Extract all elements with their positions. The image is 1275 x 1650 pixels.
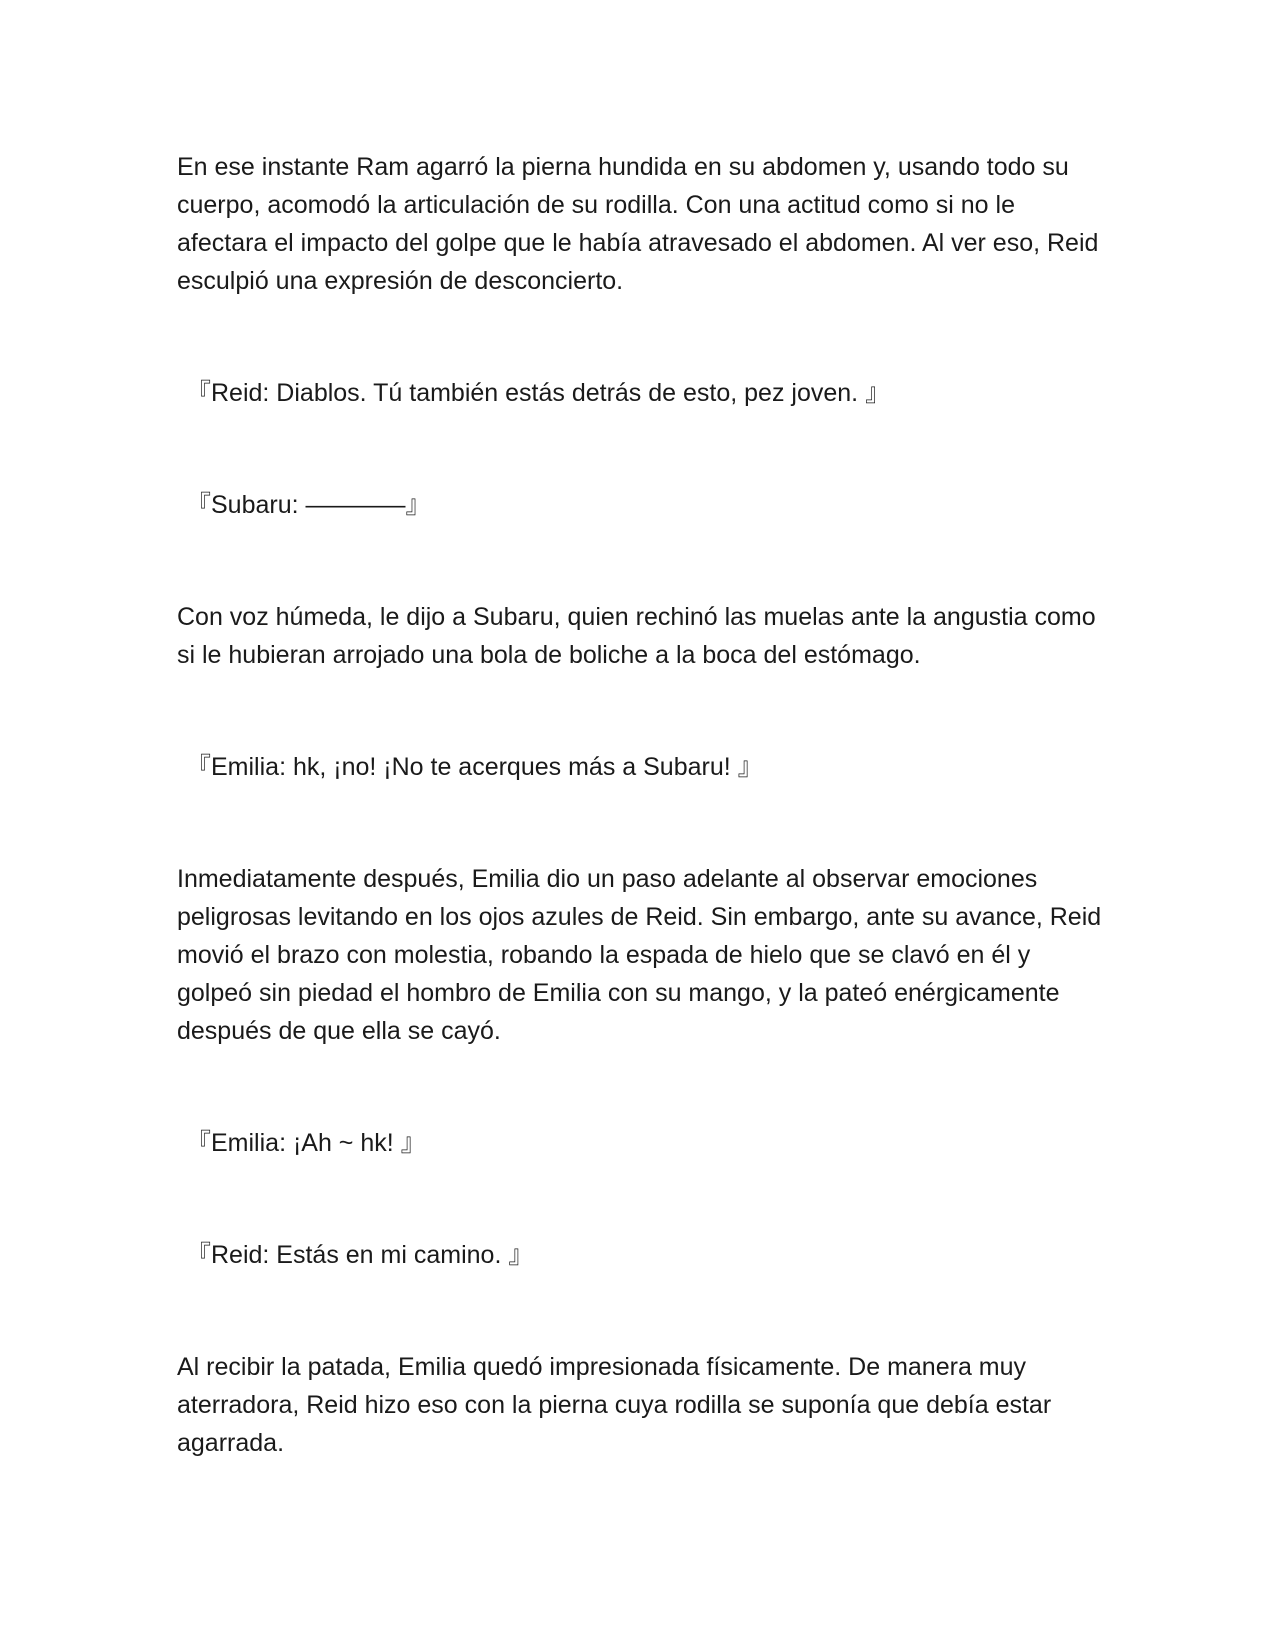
spacer [177,1274,1107,1348]
dialogue-line: 『Emilia: ¡Ah ~ hk! 』 [186,1129,426,1157]
paragraph: Inmediatamente después, Emilia dio un paso adelante al observar emociones peligrosas levitando en los ojos azules de Reid. Sin embargo, ante su avance, Reid movió el brazo con molestia, robando la espada de hielo que se clavó en él y golpeó sin piedad el hombro de Emilia con su mango, y la pateó enérgicamente después de que ella se cayó. [177,865,1102,1045]
spacer [177,674,1107,748]
paragraph: Con voz húmeda, le dijo a Subaru, quien rechinó las muelas ante la angustia como si le hubieran arrojado una bola de boliche a la boca del estómago. [177,603,1096,669]
document-body [177,148,1107,1462]
spacer [177,786,1107,860]
dialogue-line: 『Reid: Estás en mi camino. 』 [186,1241,534,1269]
dialogue-line: 『Subaru: ————』 [186,491,431,519]
spacer [177,300,1107,374]
spacer [177,524,1107,598]
dialogue-line: 『Emilia: hk, ¡no! ¡No te acerques más a Subaru! 』 [186,753,763,781]
paragraph: Al recibir la patada, Emilia quedó impresionada físicamente. De manera muy aterradora, Reid hizo eso con la pierna cuya rodilla se suponía que debía estar agarrada. [177,1353,1052,1457]
spacer [177,412,1107,486]
paragraph: En ese instante Ram agarró la pierna hundida en su abdomen y, usando todo su cuerpo, acomodó la articulación de su rodilla. Con una actitud como si no le afectara el impacto del golpe que le había atravesado el abdomen. Al ver eso, Reid esculpió una expresión de desconcierto. [177,153,1099,295]
dialogue-line: 『Reid: Diablos. Tú también estás detrás de esto, pez joven. 』 [186,379,891,407]
spacer [177,1162,1107,1236]
spacer [177,1050,1107,1124]
